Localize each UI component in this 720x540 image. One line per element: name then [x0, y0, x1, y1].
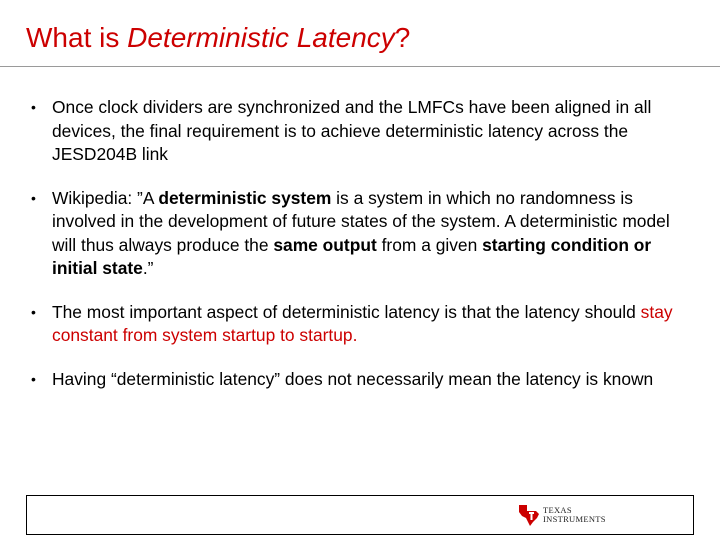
bullet-text-segment: .”	[142, 258, 154, 278]
bullet-highlight-segment: stay constant from system startup to startup.	[52, 301, 673, 345]
bullet-text-segment: is a system in which no randomness is involved in the development of future states of the system. A deterministic model will thus always produce the	[52, 187, 670, 255]
bullet-item	[30, 187, 690, 281]
title-prefix: What is	[26, 22, 128, 53]
bullet-text	[52, 302, 673, 346]
bullet-bold-segment: starting condition or initial state	[52, 234, 652, 278]
logo-line-texas: TEXAS	[543, 505, 572, 515]
texas-instruments-logo	[518, 502, 606, 528]
logo-wordmark	[543, 506, 606, 524]
bullet-item	[30, 301, 690, 348]
bullet-text: Having “deterministic latency” does not necessarily mean the latency is known	[52, 368, 654, 389]
bullet-bold-segment: same output	[273, 234, 377, 255]
bullet-dot: •	[31, 370, 36, 387]
bullet-text-segment: Wikipedia: ”A	[52, 187, 159, 208]
bullet-dot: •	[31, 303, 36, 320]
logo-line-instruments: INSTRUMENTS	[543, 514, 606, 524]
bullet-item	[30, 96, 690, 167]
bullet-text: Once clock dividers are synchronized and the LMFCs have been aligned in all devices, the final requirement is to achieve deterministic latency across the JESD204B link	[52, 97, 652, 164]
bullet-text-segment: The most important aspect of deterministic latency is that the latency should	[52, 301, 641, 322]
bullet-text	[52, 188, 670, 279]
bullet-dot: •	[31, 99, 36, 115]
bullet-dot: •	[31, 189, 36, 206]
title-emphasis: Deterministic Latency	[127, 22, 395, 53]
bullet-text-segment: from a given	[376, 234, 483, 255]
title-divider	[0, 66, 720, 67]
bullet-list	[30, 96, 690, 411]
texas-state-icon	[518, 503, 540, 527]
bullet-item	[30, 368, 690, 392]
slide-title	[26, 22, 410, 54]
title-suffix: ?	[394, 22, 411, 53]
bullet-bold-segment: deterministic system	[158, 187, 332, 208]
